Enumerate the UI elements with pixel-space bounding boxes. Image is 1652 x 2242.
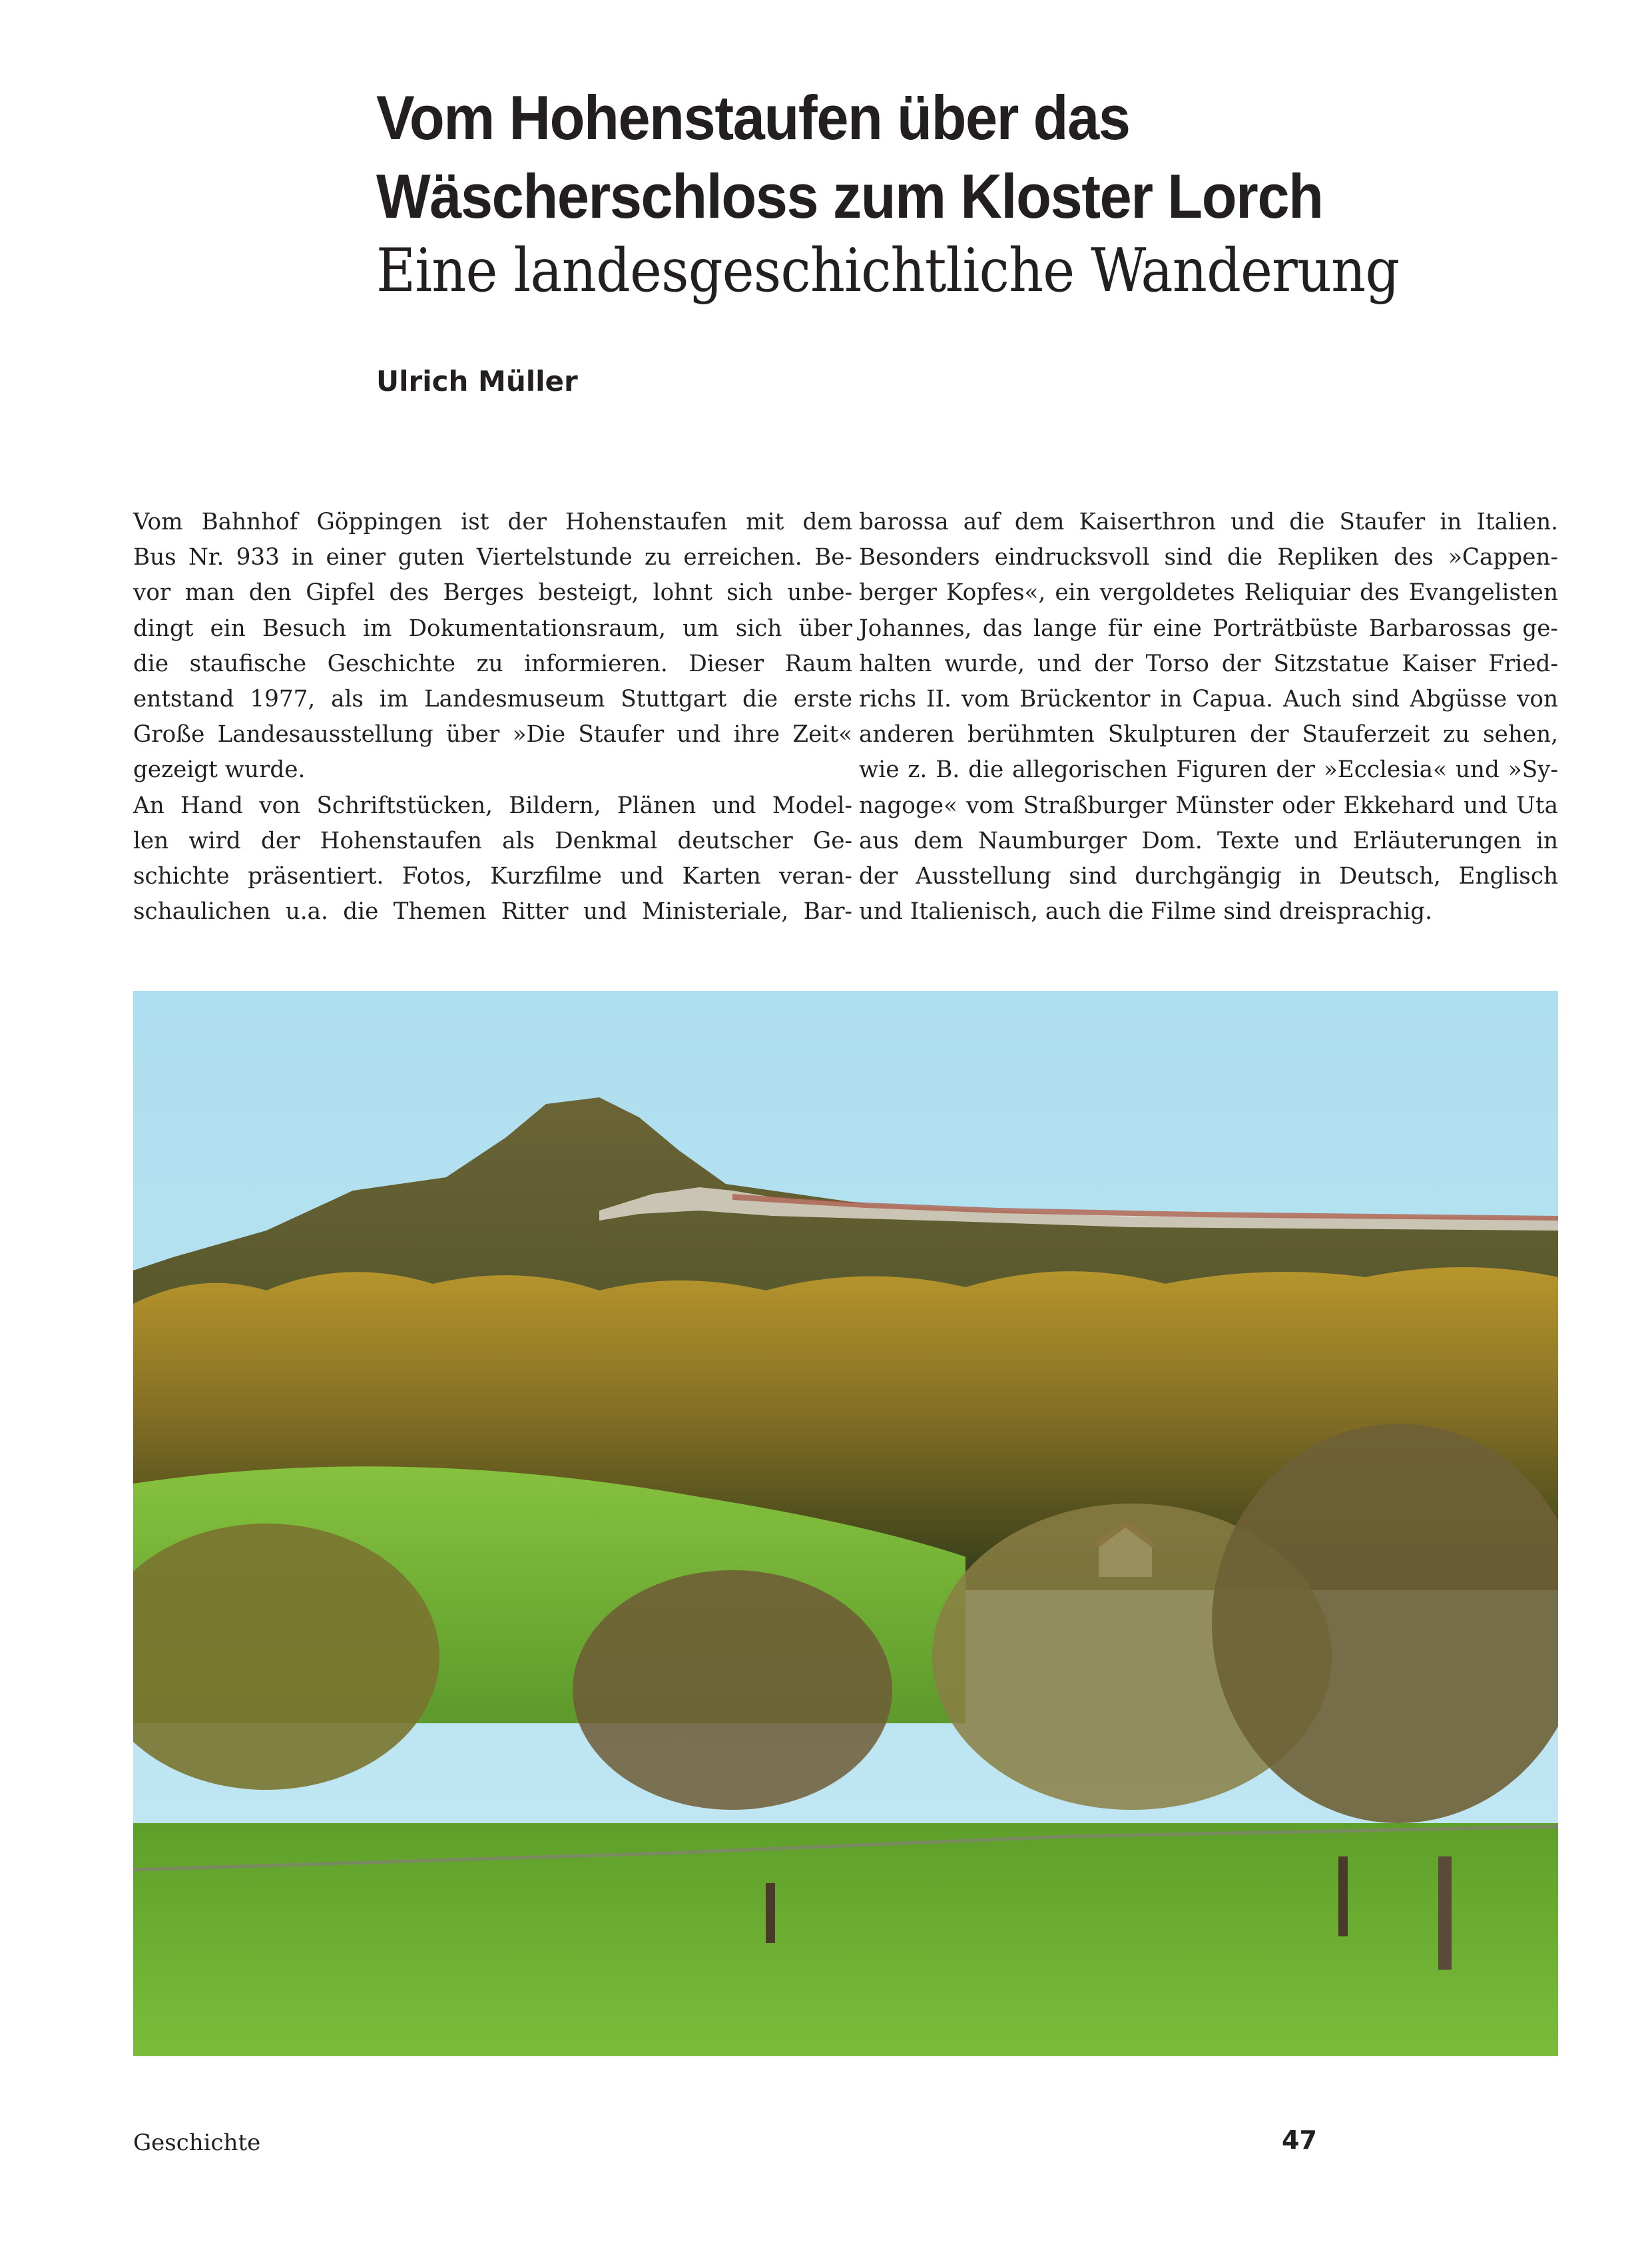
body-line: barossa auf dem Kaiserthron und die Staufer in Italien. [859,509,1558,535]
body-line: halten wurde, und der Torso der Sitzstatue Kaiser Fried- [859,650,1558,677]
body-line: entstand 1977, als im Landesmuseum Stuttgart die erste [133,686,852,713]
tree-trunk [766,1883,775,1943]
body-line: Johannes, das lange für eine Porträtbüste Barbarossas ge- [859,615,1558,642]
body-line: wie z. B. die allegorischen Figuren der »Ecclesia« und »Sy- [859,756,1558,784]
body-line: die staufische Geschichte zu informieren. Dieser Raum [133,650,852,677]
body-line: An Hand von Schriftstücken, Bildern, Plänen und Model- [133,792,852,819]
body-line: schaulichen u.a. die Themen Ritter und Ministeriale, Bar- [133,898,852,926]
tree-trunk [1338,1856,1348,1936]
landscape-illustration [133,991,1558,2056]
body-line: vor man den Gipfel des Berges besteigt, lohnt sich unbe- [133,579,852,607]
title-line-1: Vom Hohenstaufen über das [376,83,1130,152]
body-line: schichte präsentiert. Fotos, Kurzfilme und Karten veran- [133,863,852,890]
body-line: aus dem Naumburger Dom. Texte und Erläuterungen in [859,827,1558,854]
tree-trunk [1438,1856,1452,1970]
article-subtitle: Eine landesgeschichtliche Wanderung [376,236,1400,306]
body-line: Bus Nr. 933 in einer guten Viertelstunde zu erreichen. Be- [133,544,852,571]
section-label: Geschichte [133,2129,261,2156]
body-line: nagoge« vom Straßburger Münster oder Ekkehard und Uta [859,792,1558,819]
body-line: Vom Bahnhof Göppingen ist der Hohenstaufen mit dem [133,509,852,535]
body-line: der Ausstellung sind durchgängig in Deutsch, Englisch [859,863,1558,890]
body-column-right [859,505,1558,930]
page-number: 47 [1282,2125,1317,2155]
body-line: berger Kopfes«, ein vergoldetes Reliquiar des Evangelisten [859,579,1558,607]
body-line: richs II. vom Brückentor in Capua. Auch sind Abgüsse von [859,686,1558,713]
landscape-photo [133,991,1558,2056]
body-line: und Italienisch, auch die Filme sind dreisprachig. [859,898,1433,926]
author-byline: Ulrich Müller [376,365,578,398]
body-line: gezeigt wurde. [133,756,306,784]
body-line: anderen berühmten Skulpturen der Stauferzeit zu sehen, [859,721,1558,748]
body-line: dingt ein Besuch im Dokumentationsraum, um sich über [133,615,852,642]
article-title [376,79,1479,236]
body-line: len wird der Hohenstaufen als Denkmal deutscher Ge- [133,827,852,854]
body-column-left [133,505,852,930]
title-line-2: Wäscherschloss zum Kloster Lorch [376,161,1323,231]
body-line: Große Landesausstellung über »Die Staufer und ihre Zeit« [133,721,852,748]
body-line: Besonders eindrucksvoll sind die Repliken des »Cappen- [859,544,1558,571]
tree-cluster-center [573,1570,892,1810]
